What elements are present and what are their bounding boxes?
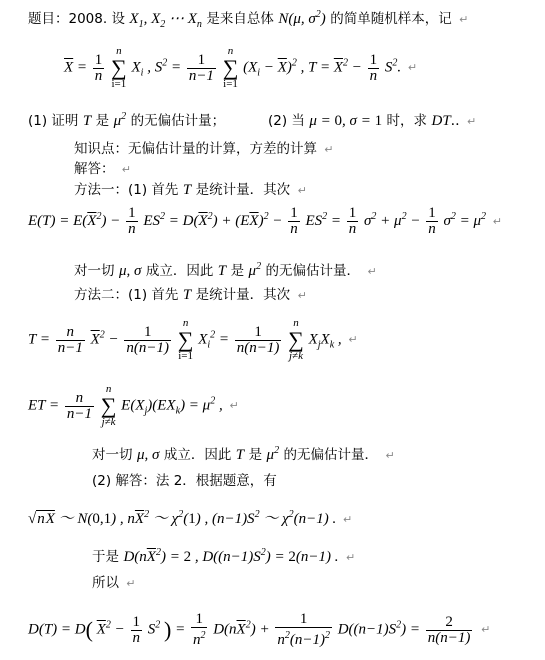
part1-label: (1) 证明	[28, 113, 79, 129]
method2-intro: 方法二：(1) 首先 T 是统计量．其次 ↵	[74, 287, 307, 303]
expectation-formula: $E(T) = E(\overline{X}^2)$ − $\frac{1}{n}$ $ES^2 = D(\overline{X}^2) + (E\overline{X})^2$ − $\frac{1}{n}$ $ES^2$ = $\frac{1}{n}$ $\sigma^2 + \mu^2$ − $\frac{1}{n}$ $\sigma^2 = \mu^2$ ↵	[28, 205, 502, 237]
distribution-formula: $√n\overline{X}$ ～ N(0,1) , $n\overline{X}^2$ ～ $\chi^2(1)$ , $(n-1)S^2$ ～ $\chi^2(n-1)$ . ↵	[28, 509, 353, 527]
question-parts: (1) 证明 T 是 $\mu^2$ 的无偏估计量； (2) 当 μ = 0, σ = 1 时，求 DT.. ↵	[28, 111, 477, 129]
title-suffix: 的简单随机样本，记	[330, 11, 452, 27]
definition-formula: $\overline{X}$ = $\frac{1}{n}$ n ∑ i=1 $X_i$ , $S^2$ = $\frac{1}{n-1}$ n ∑ i=1 $(X_i - \overline{X})^2$ , $T = \overline{X}^2$ − $\frac{1}{n}$ $S^2$. ↵	[64, 45, 418, 90]
therefore-label: 所以 ↵	[92, 575, 136, 591]
part2-label: (2) 当	[268, 113, 305, 129]
final-variance-formula: D(T) = D( $\overline{X}^2$ − $\frac{1}{n}$ $S^2$ ) = $\frac{1}{n^2}$ $D(n\overline{X}^2)$ + $\frac{1}{n^2(n-1)^2}$ $D((n-1)S^2)$ = $\frac{2}{n(n-1)}$ ↵	[28, 611, 491, 648]
return-mark: ↵	[459, 13, 469, 26]
method1-intro: 方法一：(1) 首先 T 是统计量．其次 ↵	[74, 182, 307, 198]
title-prefix: 题目：2008. 设	[28, 11, 125, 27]
conclusion-method1: 对一切 μ, σ 成立．因此 T 是 $\mu^2$ 的无偏估计量． ↵	[74, 261, 377, 279]
t-expansion-formula: T = $\frac{n}{n-1}$ $\overline{X}^2$ − $\frac{1}{n(n-1)}$ n ∑ i=1 $X_i^2$ = $\frac{1}{n(n-1)}$ n ∑ j≠k $X_jX_k$ , ↵	[28, 317, 358, 362]
title-mid: 是来自总体	[206, 11, 274, 27]
variance-result: 于是 $D(n\overline{X}^2) = 2$ , $D((n-1)S^2) = 2(n-1)$ . ↵	[92, 547, 356, 565]
answer-label: 解答： ↵	[74, 161, 132, 177]
part2-suffix: 时，求	[386, 113, 428, 129]
conclusion-method2: 对一切 μ, σ 成立．因此 T 是 $\mu^2$ 的无偏估计量． ↵	[92, 445, 395, 463]
part1-suffix: 的无偏估计量；	[130, 113, 226, 129]
part2-answer: (2) 解答：法 2．根据题意，有	[92, 473, 277, 489]
knowledge-point: 知识点：无偏估计量的计算，方差的计算 ↵	[74, 141, 334, 157]
problem-statement: 题目：2008. 设 $X_1$, $X_2$ ⋯ $X_n$ 是来自总体 N(μ, $\sigma^2$) 的简单随机样本，记 ↵	[28, 9, 469, 30]
et-formula: ET = $\frac{n}{n-1}$ n ∑ j≠k $E(X_j)(EX_k) = \mu^2$ , ↵	[28, 383, 239, 428]
